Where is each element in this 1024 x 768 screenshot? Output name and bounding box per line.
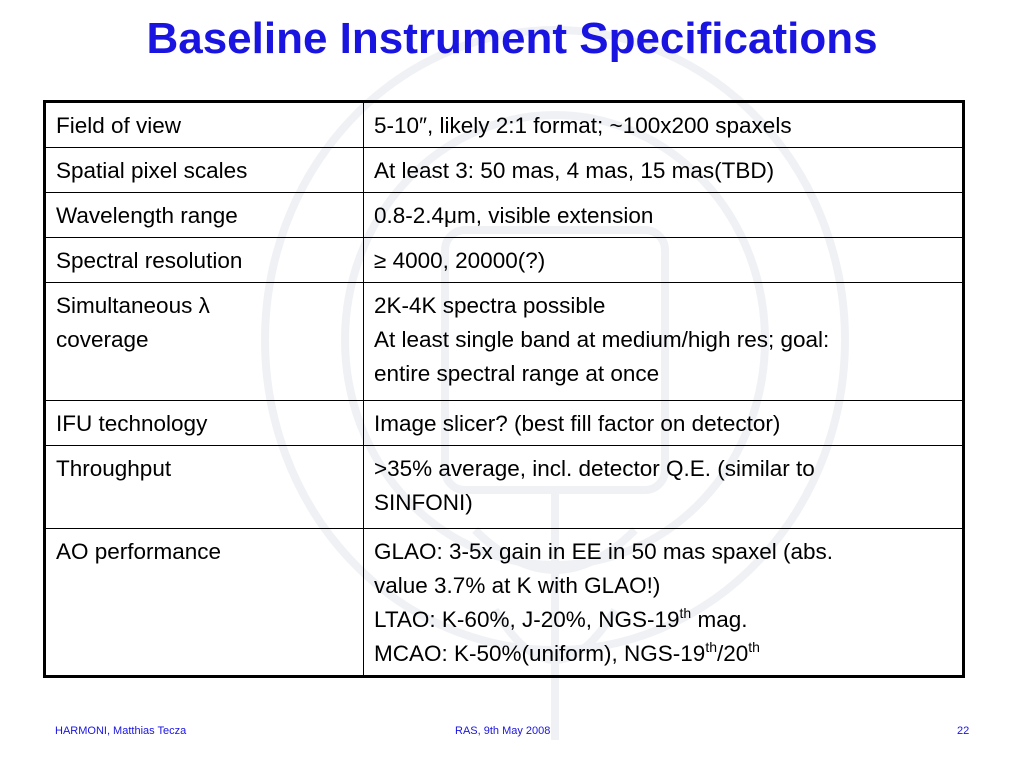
- table-row: [45, 283, 964, 401]
- spec-value: [364, 446, 964, 529]
- table-row: [45, 529, 964, 677]
- spec-value: [364, 283, 964, 401]
- spec-value-line: value 3.7% at K with GLAO!): [374, 573, 661, 598]
- spec-value-line: SINFONI): [374, 490, 473, 515]
- specifications-table: [43, 100, 965, 678]
- spec-value-line: 2K-4K spectra possible: [374, 293, 606, 318]
- spec-value: Image slicer? (best fill factor on detector): [364, 401, 964, 446]
- spec-value-line: >35% average, incl. detector Q.E. (similar to: [374, 456, 815, 481]
- spec-label: Wavelength range: [45, 193, 364, 238]
- spec-label: Spatial pixel scales: [45, 148, 364, 193]
- spec-value: [364, 529, 964, 677]
- table-row: [45, 401, 964, 446]
- superscript: th: [748, 639, 760, 655]
- spec-value-line: LTAO: K-60%, J-20%, NGS-19: [374, 607, 680, 632]
- page-number: 22: [957, 725, 970, 737]
- superscript: th: [705, 639, 718, 655]
- spec-value: 0.8-2.4μm, visible extension: [364, 193, 964, 238]
- spec-label: Field of view: [45, 102, 364, 148]
- table-row: [45, 102, 964, 148]
- spec-value-line: GLAO: 3-5x gain in EE in 50 mas spaxel (abs.: [374, 539, 833, 564]
- footer-author: HARMONI, Matthias Tecza: [55, 725, 187, 737]
- spec-value-line: At least single band at medium/high res; goal:: [374, 327, 830, 352]
- spec-label: AO performance: [45, 529, 364, 677]
- spec-label: [45, 283, 364, 401]
- spec-value-line: entire spectral range at once: [374, 361, 660, 386]
- spec-label: Throughput: [45, 446, 364, 529]
- spec-value-line: mag.: [691, 607, 748, 632]
- spec-label: IFU technology: [45, 401, 364, 446]
- spec-value-line: MCAO: K-50%(uniform), NGS-19: [374, 641, 706, 666]
- superscript: th: [679, 605, 692, 621]
- spec-value: 5-10″, likely 2:1 format; ~100x200 spaxels: [364, 102, 964, 148]
- table-row: [45, 193, 964, 238]
- table-row: [45, 148, 964, 193]
- footer-event-date: RAS, 9th May 2008: [455, 725, 551, 737]
- spec-value: ≥ 4000, 20000(?): [364, 238, 964, 283]
- spec-value-line: /20: [717, 641, 749, 666]
- spec-value: At least 3: 50 mas, 4 mas, 15 mas(TBD): [364, 148, 964, 193]
- spec-label-line: Simultaneous λ: [56, 293, 210, 318]
- spec-label: Spectral resolution: [45, 238, 364, 283]
- table-row: [45, 238, 964, 283]
- spec-label-line: coverage: [56, 327, 149, 352]
- slide-title: Baseline Instrument Specifications: [146, 14, 878, 63]
- table-row: [45, 446, 964, 529]
